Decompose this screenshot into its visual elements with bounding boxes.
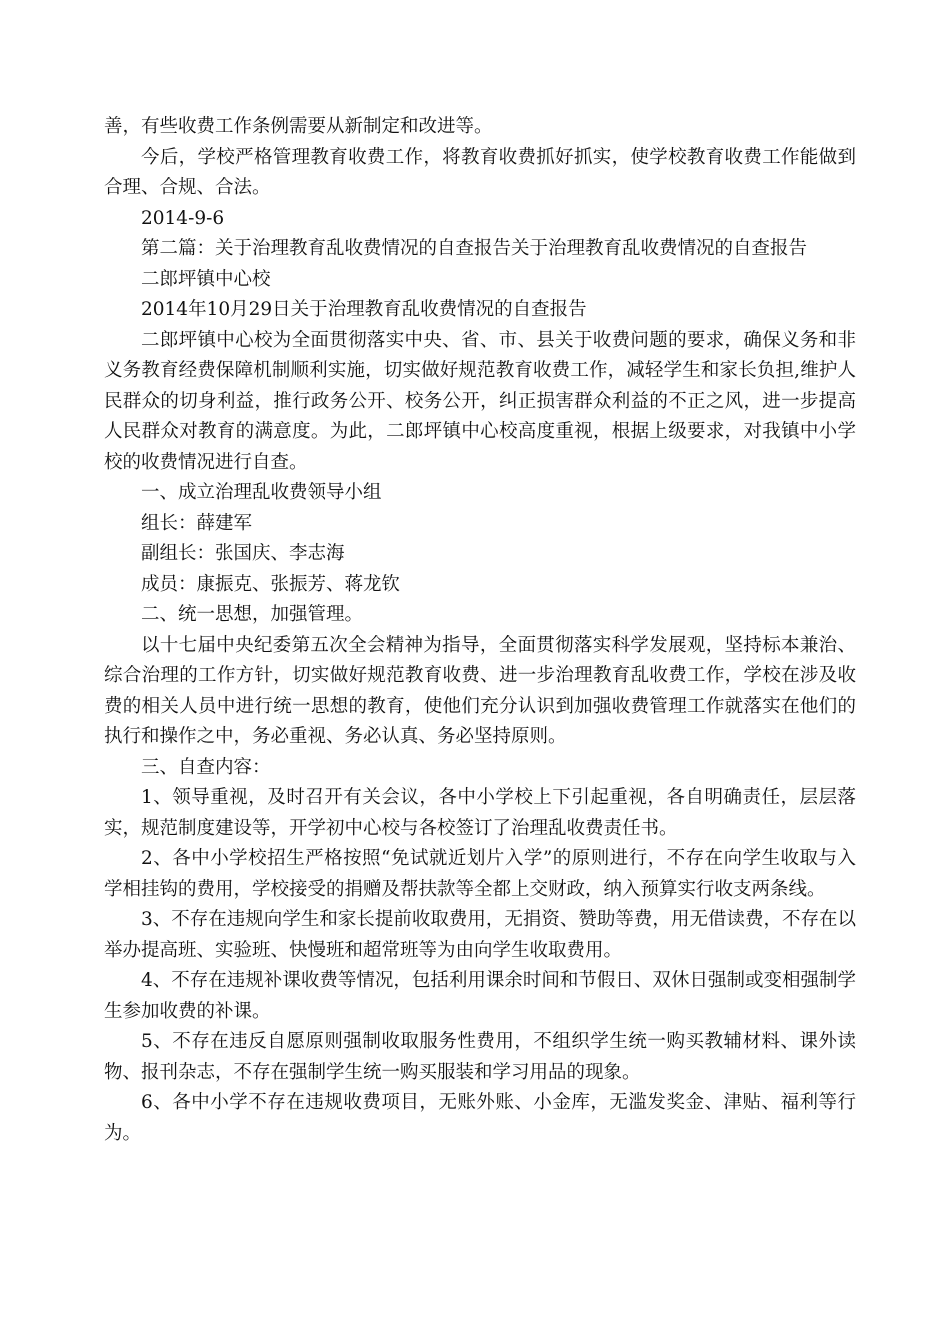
paragraph: 今后，学校严格管理教育收费工作，将教育收费抓好抓实，使学校教育收费工作能做到合理、合规、合法。	[104, 146, 856, 198]
document-body	[104, 112, 856, 1149]
paragraph: 2、各中小学校招生严格按照“免试就近划片入学”的原则进行，不存在向学生收取与入学相挂钩的费用，学校接受的捐赠及帮扶款等全都上交财政，纳入预算实行收支两条线。	[104, 848, 856, 900]
paragraph: 一、成立治理乱收费领导小组	[141, 482, 382, 503]
paragraph: 3、不存在违规向学生和家长提前收取费用，无捐资、赞助等费，用无借读费，不存在以举办提高班、实验班、快慢班和超常班等为由向学生收取费用。	[104, 909, 856, 961]
paragraph: 6、各中小学不存在违规收费项目，无账外账、小金库，无滥发奖金、津贴、福利等行为。	[104, 1092, 856, 1144]
paragraph: 2014-9-6	[141, 207, 225, 229]
paragraph: 副组长：张国庆、李志海	[141, 543, 345, 564]
paragraph: 1、领导重视，及时召开有关会议，各中小学校上下引起重视，各自明确责任，层层落实，规范制度建设等，开学初中心校与各校签订了治理乱收费责任书。	[104, 787, 856, 839]
paragraph: 2014年10月29日关于治理教育乱收费情况的自查报告	[141, 299, 587, 320]
paragraph: 二郎坪镇中心校	[141, 268, 271, 290]
paragraph: 第二篇：关于治理教育乱收费情况的自查报告关于治理教育乱收费情况的自查报告	[141, 238, 808, 259]
paragraph: 善，有些收费工作条例需要从新制定和改进等。	[104, 116, 493, 137]
paragraph: 4、不存在违规补课收费等情况，包括利用课余时间和节假日、双休日强制或变相强制学生参加收费的补课。	[104, 970, 856, 1022]
paragraph: 二、统一思想，加强管理。	[141, 604, 364, 625]
paragraph: 5、不存在违反自愿原则强制收取服务性费用，不组织学生统一购买教辅材料、课外读物、报刊杂志，不存在强制学生统一购买服装和学习用品的现象。	[104, 1031, 856, 1083]
paragraph: 成员：康振克、张振芳、蒋龙钦	[141, 573, 401, 595]
paragraph: 二郎坪镇中心校为全面贯彻落实中央、省、市、县关于收费问题的要求，确保义务和非义务教育经费保障机制顺利实施，切实做好规范教育收费工作，减轻学生和家长负担,维护人民群众的切身利益，推行政务公开、校务公开，纠正损害群众利益的不正之风，进一步提高人民群众对教育的满意度。为此，二郎坪镇中心校高度重视，根据上级要求，对我镇中小学校的收费情况进行自查。	[104, 329, 856, 473]
paragraph: 组长：薛建军	[141, 512, 253, 534]
paragraph: 以十七届中央纪委第五次全会精神为指导，全面贯彻落实科学发展观，坚持标本兼治、综合治理的工作方针，切实做好规范教育收费、进一步治理教育乱收费工作，学校在涉及收费的相关人员中进行统一思想的教育，使他们充分认识到加强收费管理工作就落实在他们的执行和操作之中，务必重视、务必认真、务必坚持原则。	[104, 634, 856, 747]
paragraph: 三、自查内容：	[141, 756, 271, 778]
